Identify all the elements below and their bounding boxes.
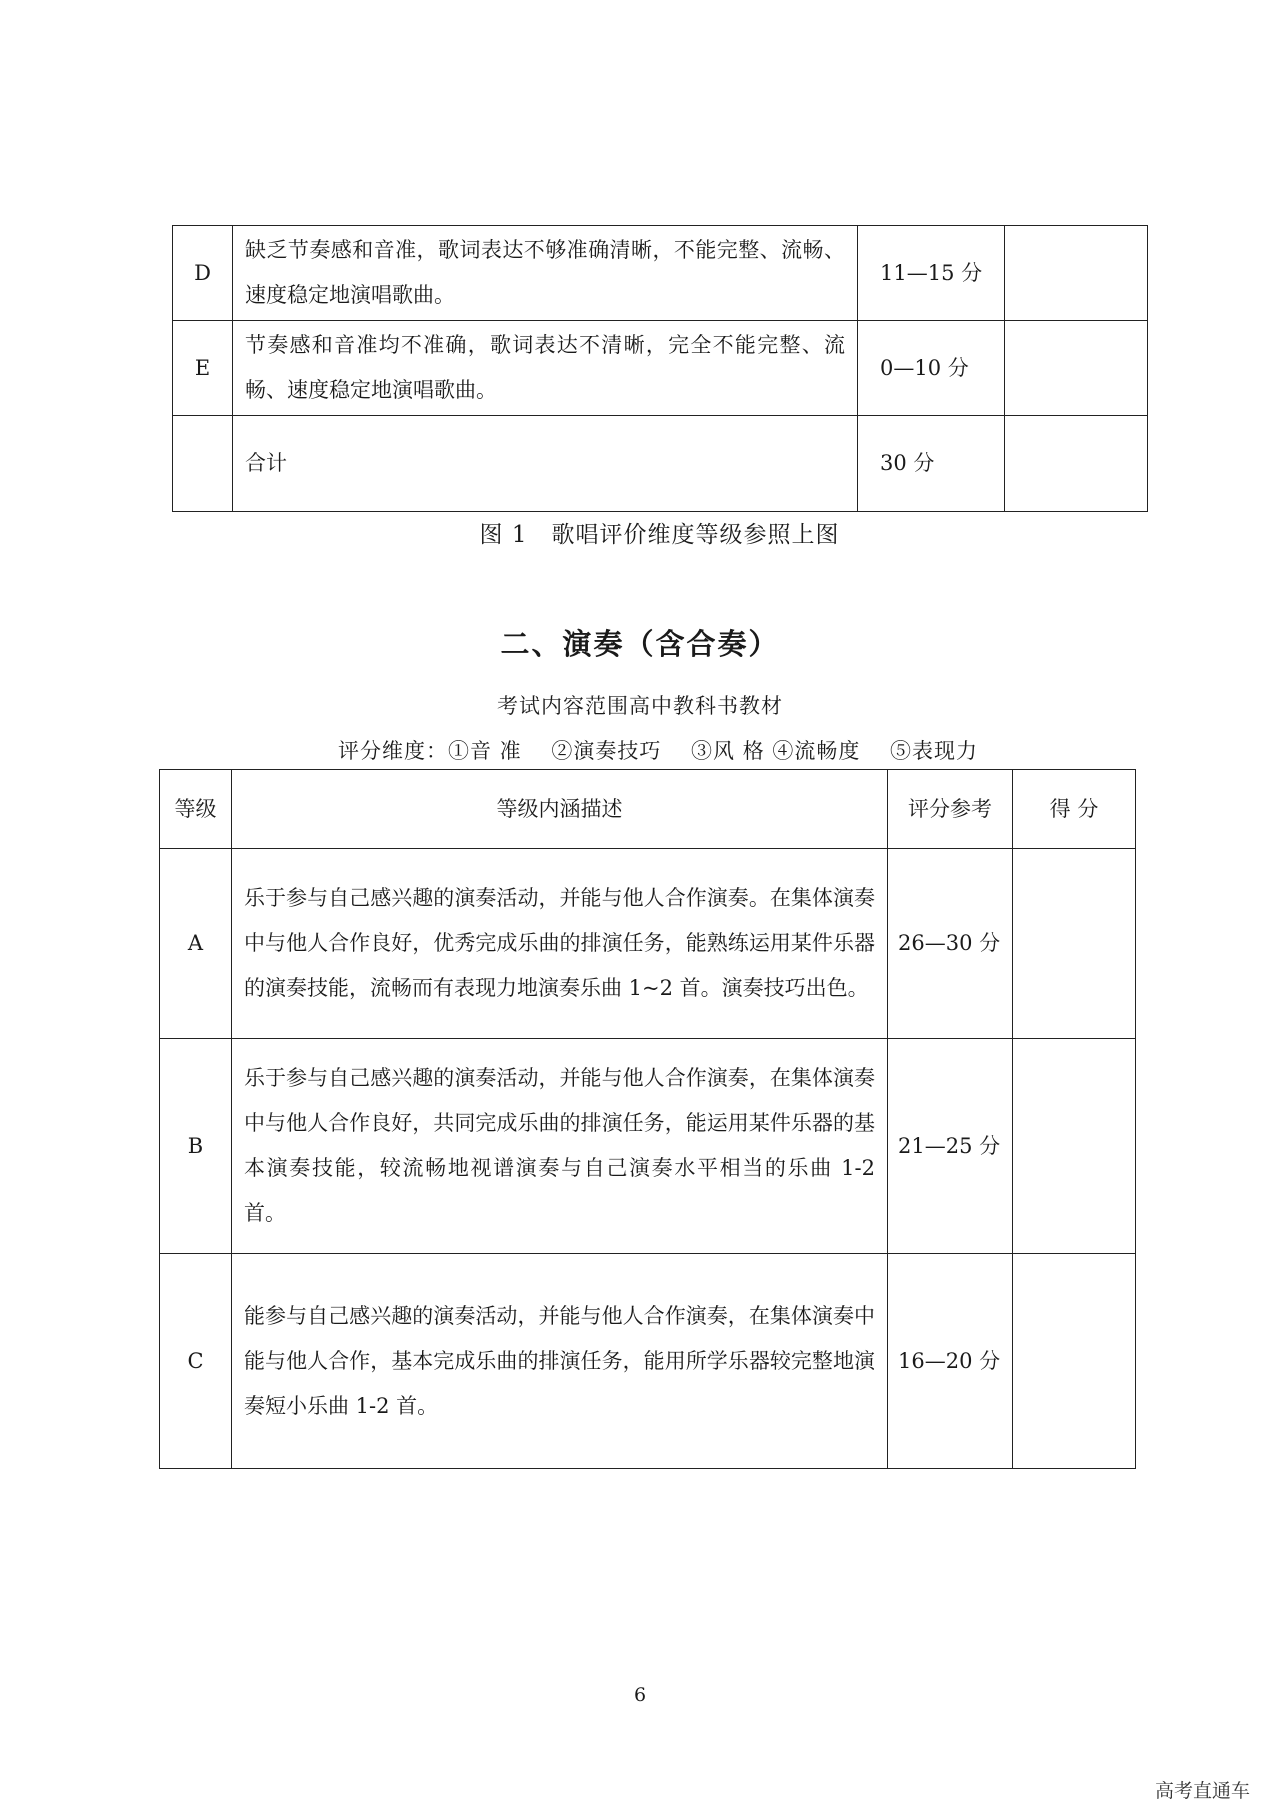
table-row [173, 416, 1148, 512]
score-reference-cell: 16—20 分 [888, 1254, 1013, 1469]
points-cell [1013, 849, 1136, 1039]
grade-cell [173, 416, 233, 512]
table-row [160, 849, 1136, 1039]
description-cell: 节奏感和音准均不准确，歌词表达不清晰，完全不能完整、流畅、速度稳定地演唱歌曲。 [233, 321, 858, 416]
description-cell: 缺乏节奏感和音准，歌词表达不够准确清晰，不能完整、流畅、速度稳定地演唱歌曲。 [233, 226, 858, 321]
description-cell: 乐于参与自己感兴趣的演奏活动，并能与他人合作演奏，在集体演奏中与他人合作良好，共同完成乐曲的排演任务，能运用某件乐器的基本演奏技能，较流畅地视谱演奏与自己演奏水平相当的乐曲 1-2 首。 [232, 1039, 888, 1254]
header-grade: 等级 [160, 770, 232, 849]
table-row [173, 321, 1148, 416]
header-points: 得 分 [1013, 770, 1136, 849]
performance-grade-table [159, 769, 1136, 1469]
grade-cell: E [173, 321, 233, 416]
table-row [160, 1039, 1136, 1254]
score-reference-cell: 11—15 分 [858, 226, 1005, 321]
table-header-row [160, 770, 1136, 849]
description-cell: 乐于参与自己感兴趣的演奏活动，并能与他人合作演奏。在集体演奏中与他人合作良好，优秀完成乐曲的排演任务，能熟练运用某件乐器的演奏技能，流畅而有表现力地演奏乐曲 1~2 首。演奏技巧出色。 [232, 849, 888, 1039]
grade-cell: D [173, 226, 233, 321]
watermark: 高考直通车 [1154, 1780, 1250, 1802]
singing-grade-table [172, 225, 1148, 512]
page-number: 6 [633, 1684, 647, 1706]
figure-caption: 图 1 歌唱评价维度等级参照上图 [479, 522, 840, 548]
description-cell: 能参与自己感兴趣的演奏活动，并能与他人合作演奏，在集体演奏中能与他人合作，基本完成乐曲的排演任务，能用所学乐器较完整地演奏短小乐曲 1-2 首。 [232, 1254, 888, 1469]
points-cell [1013, 1254, 1136, 1469]
section-subtitle: 考试内容范围高中教科书教材 [497, 694, 783, 718]
total-label-cell: 合计 [233, 416, 858, 512]
table-row [173, 226, 1148, 321]
points-cell [1005, 416, 1148, 512]
header-score-reference: 评分参考 [888, 770, 1013, 849]
section-heading: 二、演奏（含合奏） [500, 627, 780, 661]
scoring-dimensions: 评分维度：①音 准 ②演奏技巧 ③风 格 ④流畅度 ⑤表现力 [338, 739, 979, 763]
points-cell [1005, 226, 1148, 321]
grade-cell: B [160, 1039, 232, 1254]
points-cell [1013, 1039, 1136, 1254]
table-row [160, 1254, 1136, 1469]
score-reference-cell: 21—25 分 [888, 1039, 1013, 1254]
header-description: 等级内涵描述 [232, 770, 888, 849]
grade-cell: C [160, 1254, 232, 1469]
score-reference-cell: 26—30 分 [888, 849, 1013, 1039]
score-reference-cell: 30 分 [858, 416, 1005, 512]
points-cell [1005, 321, 1148, 416]
score-reference-cell: 0—10 分 [858, 321, 1005, 416]
grade-cell: A [160, 849, 232, 1039]
